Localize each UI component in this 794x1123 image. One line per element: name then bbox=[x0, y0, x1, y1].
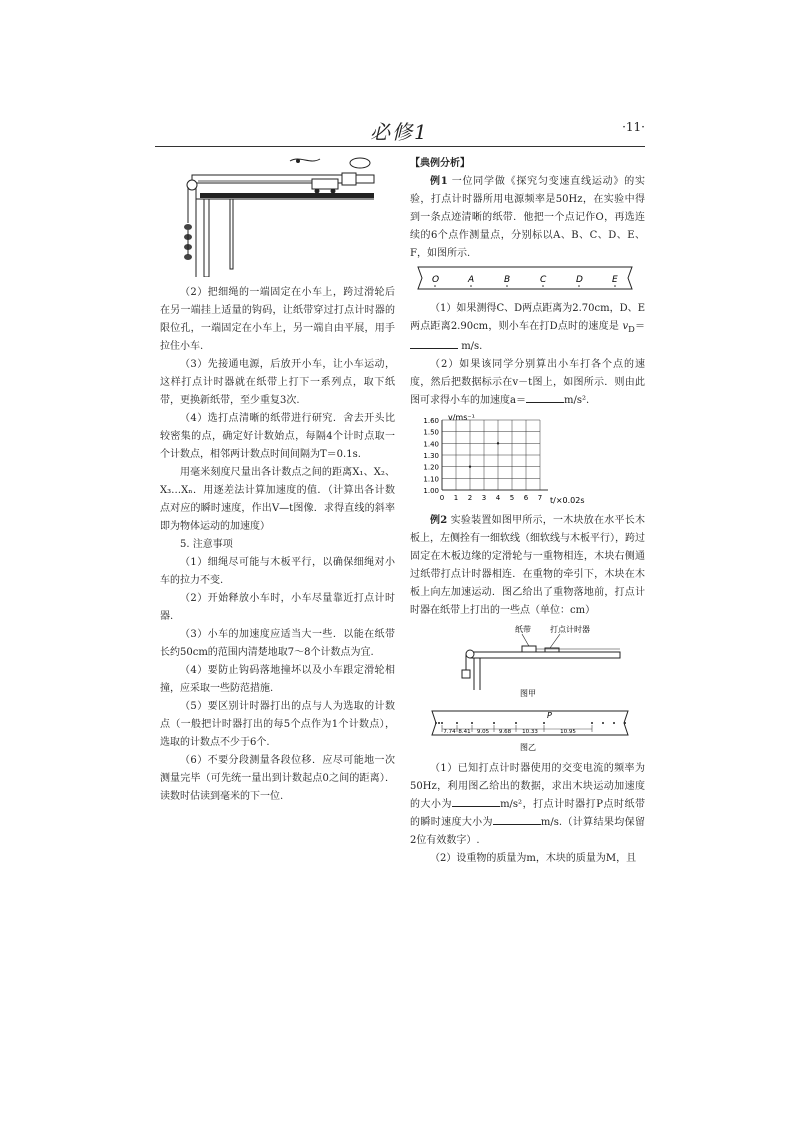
figure-jia bbox=[410, 620, 645, 698]
y-tick-label: 1.10 bbox=[423, 475, 439, 484]
x-tick-label: 4 bbox=[495, 494, 501, 502]
tape1-label-E: E bbox=[612, 275, 618, 285]
tape2-dot bbox=[438, 722, 440, 724]
q1-1-sub: D bbox=[628, 324, 635, 334]
tape2-dot bbox=[471, 722, 473, 724]
figure-yi bbox=[410, 705, 645, 753]
answer-blank-a[interactable] bbox=[526, 392, 564, 403]
q1-1-eq: ＝ bbox=[634, 321, 646, 332]
graph-xlabel: t/×0.02s bbox=[550, 496, 585, 505]
tape2-seg-label: 10.95 bbox=[560, 729, 576, 735]
tape1-dot bbox=[614, 285, 616, 287]
page-header bbox=[155, 108, 645, 148]
notes-title: 5. 注意事项 bbox=[180, 539, 233, 550]
note-5: （5）要区别计时器打出的点与人为选取的计数点（一般把计时器打出的每5个点作为1个计数点），选取的计数点不少于6个. bbox=[160, 701, 395, 748]
data-point bbox=[497, 442, 499, 444]
x-tick-label: 2 bbox=[467, 494, 473, 502]
step-3: （3）先接通电源，后放开小车，让小车运动，这样打点计时器就在纸带上打下一系列点，取下纸带，更换新纸带，至少重复3次. bbox=[160, 359, 395, 406]
q1-1-text: （1）如果测得C、D两点距离为2.70cm，D、E两点距离2.90cm，则小车在打D点时的速度是 bbox=[410, 303, 645, 332]
example-2-body: 实验装置如图甲所示，一木块放在水平长木板上，左侧拴有一细软线（细软线与木板平行），跨过固定在木板边缘的定滑轮与一重物相连，木块右侧通过纸带打点计时器相连．在重物的牵引下，木块在木板上向左加速运动．图乙给出了重物落地前，打点计时器在纸带上打出的一些点（单位：cm） bbox=[410, 515, 645, 616]
y-tick-label: 1.40 bbox=[423, 440, 439, 449]
fig-yi-caption: 图乙 bbox=[520, 743, 536, 752]
note-6: （6）不要分段测量各段位移．应尽可能地一次测量完毕（可先统一量出到计数起点0之间的距离）．读数时估读到毫米的下一位. bbox=[160, 755, 395, 802]
tape2-dot bbox=[456, 722, 458, 724]
x-tick-label: 1 bbox=[453, 494, 459, 502]
tape1-dot bbox=[506, 285, 508, 287]
y-tick-label: 1.30 bbox=[423, 452, 439, 460]
tape2-dot bbox=[435, 722, 437, 724]
question-1-2 bbox=[410, 356, 645, 410]
section-tag: 【典例分析】 bbox=[410, 158, 470, 169]
tape2-dot bbox=[543, 722, 545, 724]
tape2-seg-label: 10.33 bbox=[522, 729, 538, 735]
q2-1-text-c: m/s.（计算结果均保留2位有效数字）. bbox=[410, 817, 645, 846]
q1-1-var: v bbox=[622, 321, 629, 332]
tape2-dot bbox=[493, 722, 495, 724]
tape1-dot bbox=[542, 285, 544, 287]
q1-2-unit: m/s². bbox=[563, 395, 590, 406]
tape1-label-O: O bbox=[432, 275, 440, 285]
tape1-dot bbox=[470, 285, 472, 287]
graph-ylabel: v/ms⁻¹ bbox=[448, 413, 475, 422]
point-p-label: P bbox=[547, 711, 552, 720]
tape1-dot bbox=[578, 285, 580, 287]
tape2-dot bbox=[441, 722, 443, 724]
tape2-dot bbox=[515, 722, 517, 724]
data-point bbox=[469, 465, 471, 467]
x-tick-label: 7 bbox=[537, 494, 543, 502]
tape2-seg-label: 9.05 bbox=[476, 729, 490, 735]
q1-1-unit: m/s. bbox=[461, 341, 483, 352]
q1-2-text: （2）如果该同学分别算出小车打各个点的速度，然后把数据标示在v－t图上，如图所示．则由此图可求得小车的加速度a＝ bbox=[410, 359, 645, 406]
y-tick-label: 1.50 bbox=[423, 428, 439, 437]
running-title: 必修1 bbox=[370, 120, 429, 144]
tape1-label-D: D bbox=[576, 275, 583, 285]
tape2-seg-label: 9.68 bbox=[498, 729, 512, 735]
label-tape: 纸带 bbox=[515, 625, 531, 634]
answer-blank-vd[interactable] bbox=[410, 338, 458, 349]
x-tick-label: 0 bbox=[439, 494, 445, 502]
example-2-text bbox=[410, 512, 645, 620]
tape2-dot bbox=[613, 722, 615, 724]
cart-apparatus-figure bbox=[160, 155, 395, 277]
tape2-dot bbox=[591, 722, 593, 724]
header-rule bbox=[155, 146, 645, 147]
left-column bbox=[160, 155, 395, 806]
note-1: （1）细绳尽可能与木板平行，以确保细绳对小车的拉力不变. bbox=[160, 557, 395, 586]
question-1-1 bbox=[410, 300, 645, 356]
q2-1-text-b: m/s²，打点计时器打P点时纸带的瞬时速度大小为 bbox=[410, 799, 645, 828]
x-tick-label: 5 bbox=[509, 494, 515, 502]
note-4: （4）要防止钩码落地撞坏以及小车跟定滑轮相撞，应采取一些防范措施. bbox=[160, 665, 395, 694]
tape2-dot bbox=[602, 722, 604, 724]
step-4: （4）选打点清晰的纸带进行研究．舍去开头比较密集的点，确定好计数始点，每隔4个计时点取一个计数点，相邻两计数点时间间隔为T＝0.1s. bbox=[160, 413, 395, 460]
step-2: （2）把细绳的一端固定在小车上，跨过滑轮后在另一端挂上适量的钩码，让纸带穿过打点计时器的限位孔，一端固定在小车上，另一端自由平展，用手拉住小车. bbox=[160, 287, 395, 352]
example-1-text bbox=[410, 173, 645, 263]
example-1-label: 例1 bbox=[430, 176, 448, 187]
page-number: ·11· bbox=[622, 120, 645, 134]
tape2-seg-label: 7.74 bbox=[443, 729, 456, 735]
x-tick-label: 3 bbox=[481, 494, 487, 502]
right-column bbox=[410, 155, 645, 868]
example-2-label: 例2 bbox=[430, 515, 448, 526]
fig-jia-caption: 图甲 bbox=[520, 689, 536, 698]
x-tick-label: 6 bbox=[523, 494, 529, 502]
tape1-dot bbox=[434, 285, 436, 287]
label-timer: 打点计时器 bbox=[550, 625, 590, 634]
tape1-label-A: A bbox=[468, 275, 475, 285]
y-tick-label: 1.60 bbox=[423, 417, 439, 425]
example-1-body: 一位同学做《探究匀变速直线运动》的实验，打点计时器所用电源频率是50Hz，在实验中得到一条点迹清晰的纸带．他把一个点记作O，再选连续的6个点作测量点，分别标以A、B、C、D、E、F，如图所示. bbox=[410, 176, 645, 259]
answer-blank-vp[interactable] bbox=[493, 814, 541, 825]
tape2-seg-label: 8.41 bbox=[458, 729, 471, 735]
vt-graph bbox=[410, 410, 645, 505]
answer-blank-accel[interactable] bbox=[452, 796, 500, 807]
note-2: （2）开始释放小车时，小车尽量靠近打点计时器. bbox=[160, 593, 395, 622]
measure-text: 用毫米刻度尺量出各计数点之间的距离X₁、X₂、X₃…Xₙ．用逐差法计算加速度的值．（计算出各计数点对应的瞬时速度，作出V—t图像．求得直线的斜率即为物体运动的加速度） bbox=[160, 467, 395, 532]
tape2-dot bbox=[624, 722, 626, 724]
tape1-label-C: C bbox=[540, 275, 547, 285]
note-3: （3）小车的加速度应适当大一些．以能在纸带长约50cm的范围内清楚地取7～8个计数点为宜. bbox=[160, 629, 395, 658]
tape1-label-B: B bbox=[504, 275, 511, 285]
question-2-1 bbox=[410, 760, 645, 850]
y-tick-label: 1.00 bbox=[423, 487, 439, 495]
y-tick-label: 1.20 bbox=[423, 463, 439, 472]
question-2-2: （2）设重物的质量为m，木块的质量为M，且 bbox=[430, 853, 637, 864]
tape-figure-1 bbox=[410, 263, 645, 293]
q2-1-text-a: （1）已知打点计时器使用的交变电流的频率为50Hz，利用图乙给出的数据，求出木块运动加速度的大小为 bbox=[410, 763, 645, 810]
